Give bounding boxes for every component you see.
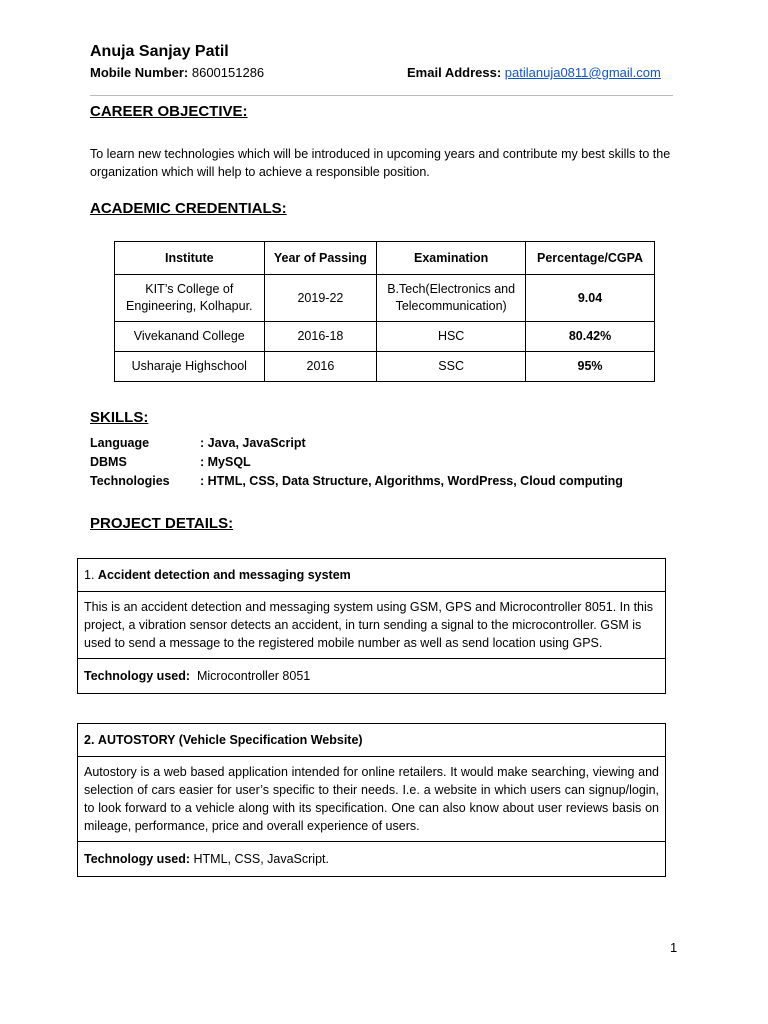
column-header: Institute: [115, 242, 265, 275]
skill-value: : Java, JavaScript: [200, 436, 306, 450]
skill-label: DBMS: [90, 455, 127, 469]
career-objective-text: To learn new technologies which will be introduced in upcoming years and contribute my best skills to the organization which will help to achieve a responsible position.: [90, 147, 671, 179]
table-cell: SSC: [377, 352, 526, 382]
project-card: [77, 558, 666, 694]
career-objective-heading: CAREER OBJECTIVE:: [90, 103, 248, 120]
email-link[interactable]: patilanuja0811@gmail.com: [504, 65, 661, 80]
candidate-name: Anuja Sanjay Patil: [90, 43, 229, 60]
academic-credentials-heading: ACADEMIC CREDENTIALS:: [90, 200, 287, 217]
mobile-label: Mobile Number:: [90, 65, 189, 80]
project-details-heading: PROJECT DETAILS:: [90, 515, 234, 532]
skills-heading: SKILLS:: [90, 409, 149, 426]
column-header: Percentage/CGPA: [526, 242, 655, 275]
tech-label: Technology used:: [84, 669, 191, 683]
skill-value: : MySQL: [200, 455, 251, 469]
mobile-value: 8600151286: [191, 65, 265, 80]
tech-value: Microcontroller 8051: [196, 669, 311, 683]
email-line: [407, 65, 661, 80]
project-description: This is an accident detection and messaging system using GSM, GPS and Microcontroller 8051. In this project, a vibration sensor detects an accident, in turn sending a signal to the microcontroller. GSM is used to send a message to the registered mobile number as well as send location using GPS.: [78, 591, 665, 658]
table-cell: 2016-18: [264, 322, 377, 352]
project-technology: [78, 841, 665, 876]
tech-label: Technology used:: [84, 852, 191, 866]
skill-row: [90, 472, 623, 491]
project-title-text: Accident detection and messaging system: [97, 568, 351, 582]
mobile-line: [90, 65, 264, 80]
email-label: Email Address:: [407, 65, 502, 80]
project-description: Autostory is a web based application intended for online retailers. It would make searching, viewing and selection of cars easier for user’s specific to their needs. I.e. a website in which users can signup/login, to look forward to a vehicle along with its specification. One can also know about user reviews basis on mileage, performance, price and overall experience of users.: [78, 756, 665, 841]
skills-list: [90, 434, 623, 491]
skill-value: : HTML, CSS, Data Structure, Algorithms, WordPress, Cloud computing: [200, 474, 623, 488]
table-cell: 9.04: [526, 275, 655, 322]
table-row: [115, 322, 655, 352]
project-number: 2.: [84, 733, 95, 747]
table-row: [115, 275, 655, 322]
column-header: Examination: [377, 242, 526, 275]
project-title: [78, 724, 665, 756]
skill-row: [90, 434, 623, 453]
table-cell: 2019-22: [264, 275, 377, 322]
table-cell: 2016: [264, 352, 377, 382]
table-cell: B.Tech(Electronics and Telecommunication): [377, 275, 526, 322]
table-cell: 95%: [526, 352, 655, 382]
tech-value: HTML, CSS, JavaScript.: [193, 852, 329, 866]
header-divider: [90, 95, 673, 96]
table-cell: KIT’s College of Engineering, Kolhapur.: [115, 275, 265, 322]
table-row: [115, 352, 655, 382]
project-technology: [78, 658, 665, 693]
table-cell: HSC: [377, 322, 526, 352]
skill-label: Language: [90, 436, 150, 450]
table-cell: Vivekanand College: [115, 322, 265, 352]
project-title: [78, 559, 665, 591]
column-header: Year of Passing: [264, 242, 377, 275]
project-card: [77, 723, 666, 877]
table-header-row: [115, 242, 655, 275]
skill-row: [90, 453, 623, 472]
academic-table: [114, 241, 655, 382]
page-number: 1: [670, 940, 678, 955]
project-title-text: AUTOSTORY (Vehicle Specification Website): [97, 733, 363, 747]
skill-label: Technologies: [90, 474, 170, 488]
table-cell: Usharaje Highschool: [115, 352, 265, 382]
project-number: 1.: [84, 568, 95, 582]
table-cell: 80.42%: [526, 322, 655, 352]
